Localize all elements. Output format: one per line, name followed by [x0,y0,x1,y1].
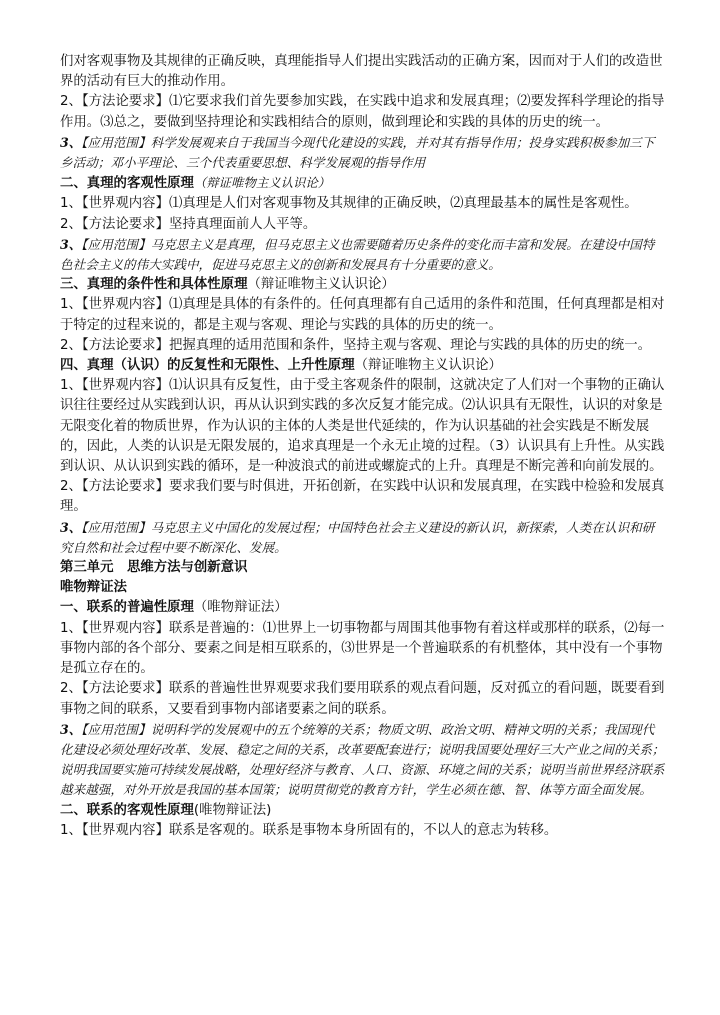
paragraph [60,518,666,558]
item-number: 1、 [60,620,82,636]
paragraph [60,376,666,477]
paragraph [60,215,666,235]
heading-title: 二、真理的客观性原理 [60,176,194,192]
item-number: 2、 [60,479,82,495]
paragraph [60,133,666,173]
item-number: 1、 [60,822,82,838]
paragraph [60,194,666,214]
item-number: 2、 [60,94,82,110]
paragraph [60,821,666,841]
paragraph-text: 【世界观内容】⑴真理是人们对客观事物及其规律的正确反映，⑵真理最基本的属性是客观性。 [81,196,638,212]
item-number: 2、 [60,216,82,232]
heading-note: （唯物辩证法） [193,600,288,616]
paragraph-text: 【方法论要求】要求我们要与时俱进，开拓创新，在实践中认识和发展真理，在实践中检验和发展真理。 [60,479,665,515]
heading-title: 唯物辩证法 [60,580,127,596]
heading-note: （辩证唯物主义认识论） [354,358,502,374]
paragraph [60,295,666,335]
item-number: 2、 [60,337,82,353]
paragraph-text: 们对客观事物及其规律的正确反映，真理能指导人们提出实践活动的正确方案，因而对于人们的改造世界的活动有巨大的推动作用。 [60,54,663,90]
paragraph-text: 【应用范围】科学发展观来自于我国当今现代化建设的实践，并对其有指导作用；投身实践积极参加三下乡活动；邓小平理论、三个代表重要思想、科学发展观的指导作用 [60,134,655,171]
paragraph-text: 【方法论要求】联系的普遍性世界观要求我们要用联系的观点看问题，反对孤立的看问题，既要看到事物之间的联系，又要看到事物内部诸要素之间的联系。 [60,681,665,717]
heading-note: （辩证唯物主义认识论） [247,277,395,293]
section-heading [60,173,666,194]
item-number: 3、 [60,519,82,535]
heading-title: 三、真理的条件性和具体性原理 [60,277,248,293]
paragraph-text: 【方法论要求】把握真理的适用范围和条件，坚持主观与客观、理论与实践的具体的历史的统一。 [81,337,652,353]
paragraph-text: 【应用范围】马克思主义是真理，但马克思主义也需要随着历史条件的变化而丰富和发展。在建设中国特色社会主义的伟大实践中，促进马克思主义的创新和发展具有十分重要的意义。 [60,236,655,273]
heading-title: 第三单元 思维方法与创新意识 [60,560,248,576]
paragraph [60,679,666,719]
item-number: 1、 [60,378,82,394]
item-number: 2、 [60,681,82,697]
paragraph [60,477,666,517]
heading-note: (唯物辩证法) [193,802,272,818]
paragraph [60,92,666,132]
section-heading [60,598,666,618]
item-number: 1、 [60,297,82,313]
heading-note: （辩证唯物主义认识论） [193,175,331,191]
section-heading [60,558,666,578]
paragraph-text: 【应用范围】说明科学的发展观中的五个统筹的关系；物质文明、政治文明、精神文明的关系；我国现代化建设必须处理好改革、发展、稳定之间的关系，改革要配套进行；说明我国要处理好三大产业之间的关系；说明我国要实施可持续发展战略，处理好经济与教育、人口、资源、环境之间的关系；说明当前世界经济联系越来越强，对外开放是我国的基本国策；说明贯彻党的教育方针，学生必须在德、智、体等方面全面发展。 [60,721,665,798]
paragraph-text: 【方法论要求】⑴它要求我们首先要参加实践，在实践中追求和发展真理；⑵要发挥科学理论的指导作用。⑶总之，要做到坚持理论和实践相结合的原则，做到理论和实践的具体的历史的统一。 [60,94,665,130]
paragraph-text: 【世界观内容】联系是客观的。联系是事物本身所固有的，不以人的意志为转移。 [81,822,558,838]
heading-title: 二、联系的客观性原理 [60,802,194,818]
paragraph-text: 【应用范围】马克思主义中国化的发展过程；中国特色社会主义建设的新认识，新探索，人类在认识和研究自然和社会过程中要不断深化、发展。 [60,519,655,555]
paragraph [60,720,666,801]
heading-title: 四、真理（认识）的反复性和无限性、上升性原理 [60,358,355,374]
item-number: 1、 [60,196,82,212]
section-heading [60,801,666,821]
item-number: 3、 [60,721,82,737]
section-heading [60,275,666,295]
paragraph [60,336,666,356]
paragraph-text: 【世界观内容】⑴认识具有反复性，由于受主客观条件的限制，这就决定了人们对一个事物的正确认识往往要经过从实践到认识，再从认识到实践的多次反复才能完成。⑵认识具有无限性，认识的对象是无限变化着的物质世界，作为认识的主体的人类是世代延续的，作为认识基础的社会实践是不断发展的，因此，人类的认识是无限发展的，追求真理是一个永无止境的过程。（3）认识具有上升性。从实践到认识、从认识到实践的循环，是一种波浪式的前进或螺旋式的上升。真理是不断完善和向前发展的。 [60,378,665,475]
section-heading [60,578,666,598]
paragraph-text: 【世界观内容】⑴真理是具体的有条件的。任何真理都有自己适用的条件和范围，任何真理都是相对于特定的过程来说的，都是主观与客观、理论与实践的具体的历史的统一。 [60,297,665,333]
paragraph-text: 【世界观内容】联系是普遍的：⑴世界上一切事物都与周围其他事物有着这样或那样的联系，⑵每一事物内部的各个部分、要素之间是相互联系的，⑶世界是一个普遍联系的有机整体，其中没有一个事物是孤立存在的。 [60,620,665,677]
section-heading [60,356,666,376]
heading-title: 一、联系的普遍性原理 [60,600,194,616]
paragraph [60,619,666,680]
paragraph [60,52,666,92]
paragraph [60,235,666,275]
item-number: 3、 [60,134,82,150]
paragraph-text: 【方法论要求】坚持真理面前人人平等。 [81,216,317,232]
item-number: 3、 [60,236,82,252]
document-page [60,52,666,841]
